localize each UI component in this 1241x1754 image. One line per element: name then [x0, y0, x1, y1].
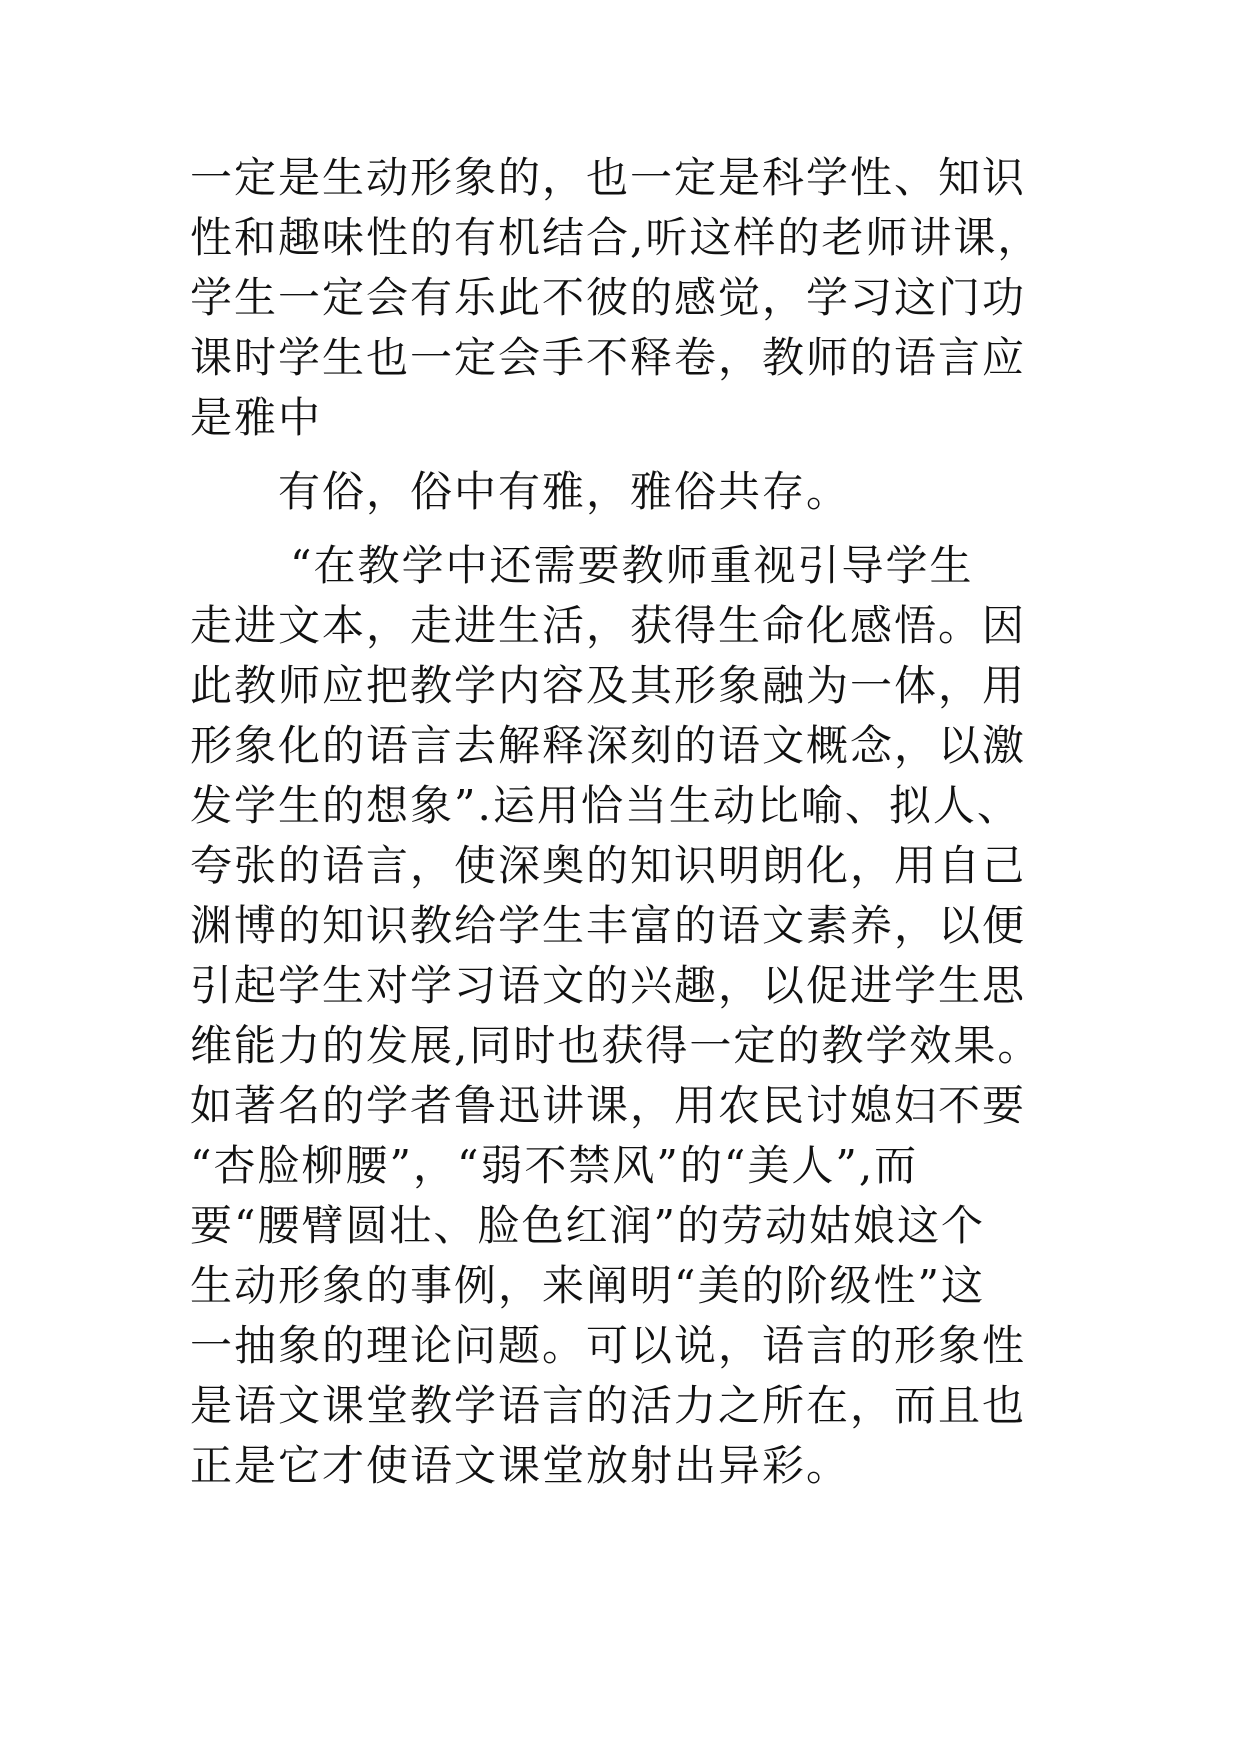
text-line: 是语文课堂教学语言的活力之所在，而且也 — [190, 1381, 1027, 1430]
text-line: 引起学生对学习语文的兴趣，以促进学生思 — [190, 961, 1027, 1010]
text-line: 一抽象的理论问题。可以说，语言的形象性 — [190, 1321, 1027, 1370]
text-line: 正是它才使语文课堂放射出异彩。 — [190, 1441, 851, 1490]
text-line: 夸张的语言，使深奥的知识明朗化，用自己 — [190, 841, 1027, 890]
text-line: 有俗，俗中有雅，雅俗共存。 — [278, 467, 851, 516]
body-text — [190, 148, 1050, 1496]
text-line: 学生一定会有乐此不彼的感觉，学习这门功 — [190, 273, 1027, 322]
text-line: 生动形象的事例，来阐明“美的阶级性”这 — [190, 1261, 985, 1310]
text-line: 课时学生也一定会手不释卷，教师的语言应 — [190, 333, 1027, 382]
text-line: “在教学中还需要教师重视引导学生 — [290, 541, 974, 590]
paragraph-2 — [190, 462, 1050, 522]
text-line: 如著名的学者鲁迅讲课，用农民讨媳妇不要 — [190, 1081, 1027, 1130]
text-line: 要“腰臂圆壮、脸色红润”的劳动姑娘这个 — [190, 1201, 985, 1250]
text-line: “杏脸柳腰”，“弱不禁风”的“美人”,而 — [190, 1141, 919, 1190]
text-line: 维能力的发展,同时也获得一定的教学效果。 — [190, 1021, 1042, 1070]
text-line: 发学生的想象”.运用恰当生动比喻、拟人、 — [190, 781, 1021, 830]
paragraph-3 — [190, 536, 1050, 1496]
text-line: 此教师应把教学内容及其形象融为一体，用 — [190, 661, 1027, 710]
text-line: 一定是生动形象的，也一定是科学性、知识 — [190, 153, 1027, 202]
text-line: 形象化的语言去解释深刻的语文概念，以激 — [190, 721, 1027, 770]
text-line: 性和趣味性的有机结合,听这样的老师讲课， — [190, 213, 1042, 262]
paragraph-1 — [190, 148, 1050, 448]
text-line: 走进文本，走进生活，获得生命化感悟。因 — [190, 601, 1027, 650]
text-line: 是雅中 — [190, 393, 323, 442]
text-line: 渊博的知识教给学生丰富的语文素养，以便 — [190, 901, 1027, 950]
